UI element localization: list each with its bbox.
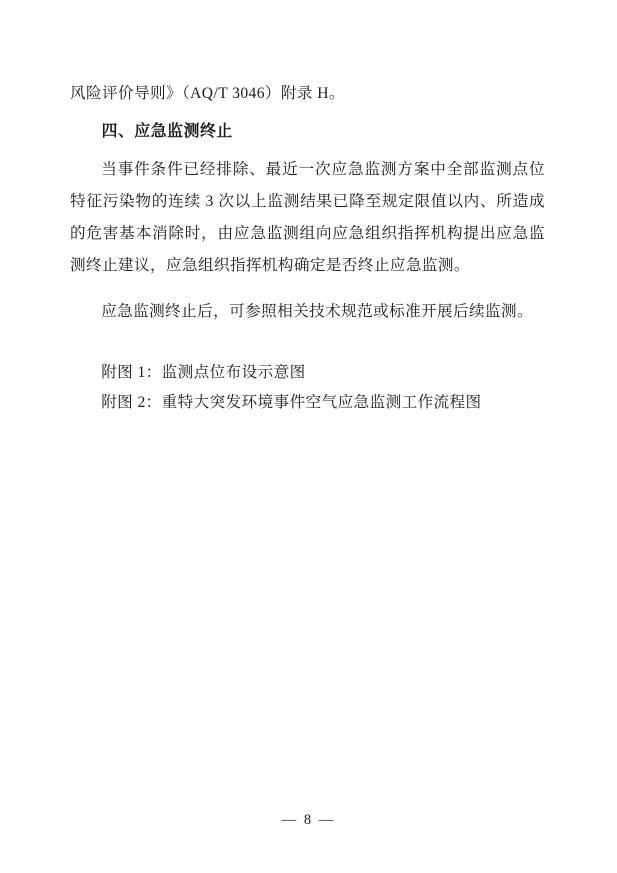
spacer — [70, 282, 545, 296]
attachment-item-1: 附图 1：监测点位布设示意图 — [101, 364, 306, 381]
spacer — [70, 328, 545, 358]
body-paragraph-1: 当事件条件已经排除、最近一次应急监测方案中全部监测点位特征污染物的连续 3 次以上监测结果已降至规定限值以内、所造成的危害基本消除时，由应急监测组向应急组织指挥机构提出应急监测终止建议，应急组织指挥机构确定是否终止应急监测。 — [70, 161, 545, 274]
page-number: — 8 — — [281, 812, 336, 828]
body-paragraph-2: 应急监测终止后，可参照相关技术规范或标准开展后续监测。 — [101, 303, 534, 320]
section-heading: 四、应急监测终止 — [101, 123, 233, 140]
continued-paragraph: 风险评价导则》（AQ/T 3046）附录 H。 — [70, 85, 345, 102]
attachment-item-2: 附图 2：重特大突发环境事件空气应急监测工作流程图 — [101, 394, 482, 411]
